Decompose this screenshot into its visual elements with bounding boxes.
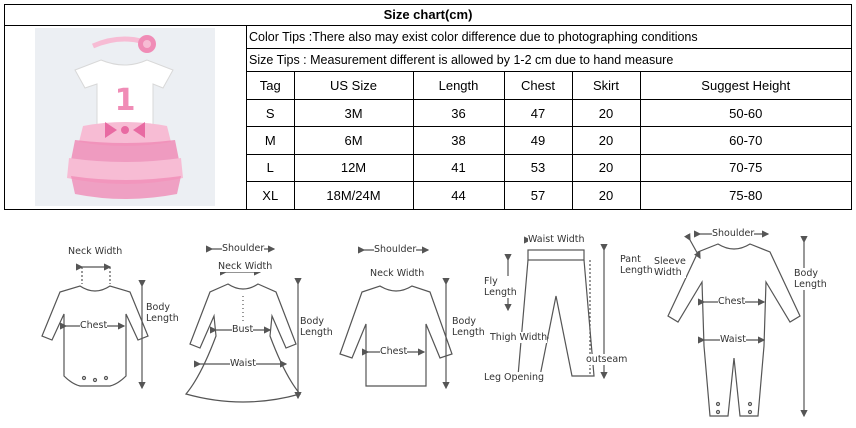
dress-waist-label: Waist (230, 358, 256, 369)
product-photo (5, 26, 247, 209)
cell-chest: 47 (504, 99, 572, 126)
bodysuit-neck-label: Neck Width (68, 246, 123, 257)
size-chart (4, 4, 852, 210)
romper-waist-label: Waist (720, 334, 746, 345)
onesie-number: 1 (114, 83, 136, 118)
table-row (247, 182, 851, 209)
pants-waist-label: Waist Width (528, 234, 585, 245)
cell-us-size: 12M (294, 154, 413, 181)
cell-tag: S (247, 99, 294, 126)
size-table-header (247, 72, 851, 99)
diagram-drawings (0, 226, 856, 428)
pants-outseam-label: outseam (586, 354, 628, 365)
size-info (247, 26, 851, 209)
bodysuit-length-label: Body Length (146, 302, 179, 324)
cell-chest: 57 (504, 182, 572, 209)
dress-length-label: Body Length (300, 316, 333, 338)
pants-length-label: Pant Length (620, 254, 653, 276)
cell-suggest-height: 60-70 (640, 127, 851, 154)
shirt-length-label: Body Length (452, 316, 485, 338)
header-length: Length (413, 72, 504, 99)
cell-tag: XL (247, 182, 294, 209)
cell-skirt: 20 (572, 99, 640, 126)
cell-length: 44 (413, 182, 504, 209)
romper-shoulder-label: Shoulder (712, 228, 755, 239)
size-chart-title: Size chart(cm) (5, 5, 851, 26)
outfit-illustration (5, 26, 247, 209)
color-tip: Color Tips :There also may exist color difference due to photographing conditions (247, 26, 851, 49)
cell-suggest-height: 70-75 (640, 154, 851, 181)
shirt-neck-label: Neck Width (370, 268, 425, 279)
cell-skirt: 20 (572, 127, 640, 154)
header-tag: Tag (247, 72, 294, 99)
cell-suggest-height: 75-80 (640, 182, 851, 209)
cell-tag: L (247, 154, 294, 181)
cell-us-size: 3M (294, 99, 413, 126)
romper-diagram (668, 234, 804, 416)
cell-skirt: 20 (572, 182, 640, 209)
romper-length-label: Body Length (794, 268, 827, 290)
dress-neck-label: Neck Width (218, 261, 273, 272)
romper-chest-label: Chest (718, 296, 746, 307)
cell-skirt: 20 (572, 154, 640, 181)
cell-tag: M (247, 127, 294, 154)
cell-chest: 53 (504, 154, 572, 181)
cell-chest: 49 (504, 127, 572, 154)
header-suggest-height: Suggest Height (640, 72, 851, 99)
cell-length: 41 (413, 154, 504, 181)
size-tip: Size Tips : Measurement different is allowed by 1-2 cm due to hand measure (247, 49, 851, 72)
header-skirt: Skirt (572, 72, 640, 99)
cell-length: 38 (413, 127, 504, 154)
header-chest: Chest (504, 72, 572, 99)
dress-bust-label: Bust (232, 324, 254, 335)
bodysuit-chest-label: Chest (80, 320, 108, 331)
cell-us-size: 18M/24M (294, 182, 413, 209)
dress-shoulder-label: Shoulder (222, 243, 265, 254)
size-chart-body (5, 26, 851, 209)
shirt-chest-label: Chest (380, 346, 408, 357)
pants-thigh-label: Thigh Width (490, 332, 548, 343)
size-table (247, 72, 851, 209)
table-row (247, 154, 851, 181)
pants-leg-label: Leg Opening (484, 372, 545, 383)
cell-us-size: 6M (294, 127, 413, 154)
pants-fly-label: Fly Length (484, 276, 517, 298)
cell-suggest-height: 50-60 (640, 99, 851, 126)
romper-sleeve-label: Sleeve Width (654, 256, 686, 278)
table-row (247, 99, 851, 126)
header-us-size: US Size (294, 72, 413, 99)
table-row (247, 127, 851, 154)
measurement-diagrams (0, 226, 856, 428)
cell-length: 36 (413, 99, 504, 126)
shirt-shoulder-label: Shoulder (374, 244, 417, 255)
